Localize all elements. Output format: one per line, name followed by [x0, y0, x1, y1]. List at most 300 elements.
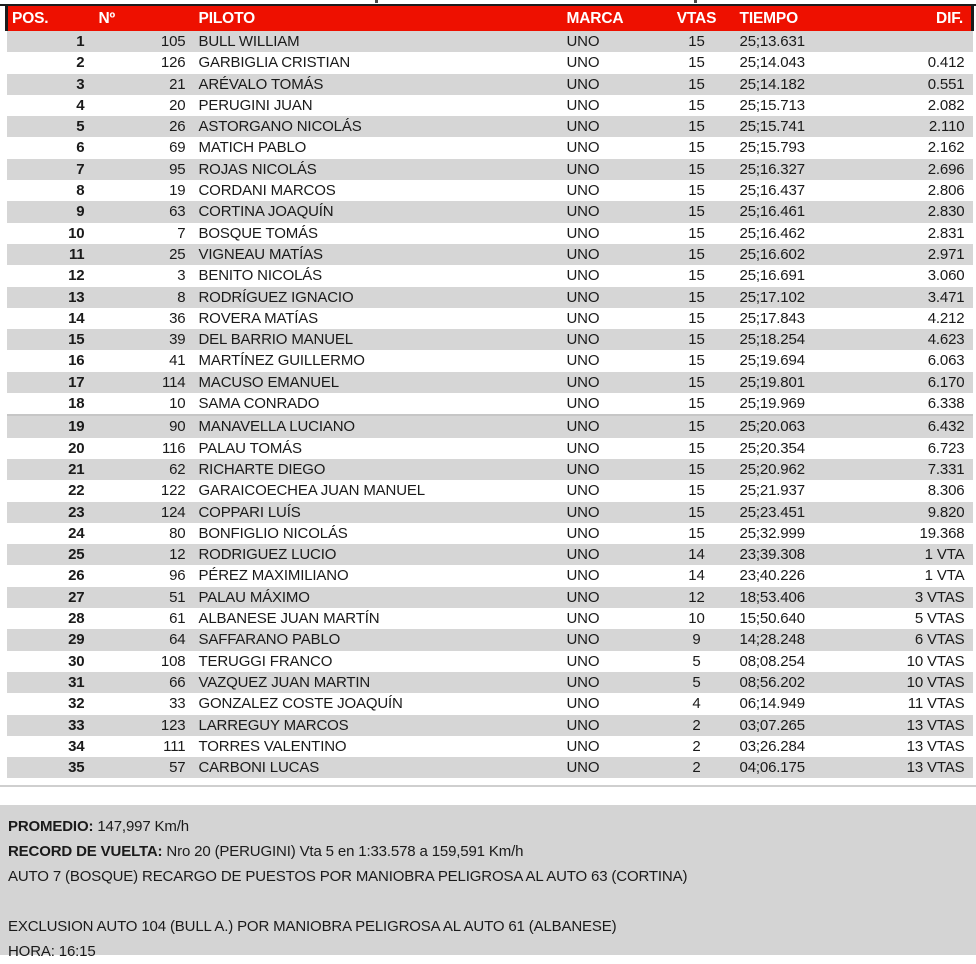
table-row	[7, 693, 973, 714]
blank-line	[8, 889, 966, 914]
table-row	[7, 159, 973, 180]
table-row	[7, 350, 973, 371]
cell-marca: UNO	[562, 116, 662, 137]
table-row	[7, 223, 973, 244]
record-line	[8, 839, 966, 864]
cell-pos: 24	[7, 523, 95, 544]
cell-pilot: MATICH PABLO	[192, 137, 562, 158]
table-row	[7, 244, 973, 265]
cell-dif: 3 VTAS	[860, 587, 973, 608]
cell-tiempo: 04;06.175	[732, 757, 860, 778]
cell-marca: UNO	[562, 672, 662, 693]
table-row	[7, 587, 973, 608]
column-header-tiempo: TIEMPO	[732, 6, 860, 31]
cell-vtas: 10	[662, 608, 732, 629]
cell-marca: UNO	[562, 159, 662, 180]
cell-vtas: 2	[662, 757, 732, 778]
cell-num: 33	[95, 693, 192, 714]
cell-num: 21	[95, 74, 192, 95]
cell-pilot: VIGNEAU MATÍAS	[192, 244, 562, 265]
cell-marca: UNO	[562, 31, 662, 52]
cell-num: 116	[95, 438, 192, 459]
cell-tiempo: 25;13.631	[732, 31, 860, 52]
cell-pilot: CORTINA JOAQUÍN	[192, 201, 562, 222]
cell-tiempo: 23;40.226	[732, 565, 860, 586]
cell-pilot: RODRÍGUEZ IGNACIO	[192, 287, 562, 308]
cell-num: 96	[95, 565, 192, 586]
cell-marca: UNO	[562, 350, 662, 371]
cell-num: 111	[95, 736, 192, 757]
cell-num: 25	[95, 244, 192, 265]
cell-vtas: 15	[662, 393, 732, 415]
cell-tiempo: 25;19.694	[732, 350, 860, 371]
cell-pos: 13	[7, 287, 95, 308]
cell-pos: 12	[7, 265, 95, 286]
cell-num: 36	[95, 308, 192, 329]
cell-vtas: 15	[662, 201, 732, 222]
column-header-pos: POS.	[7, 6, 95, 31]
cell-marca: UNO	[562, 393, 662, 415]
cell-pos: 32	[7, 693, 95, 714]
cell-marca: UNO	[562, 480, 662, 501]
cell-num: 8	[95, 287, 192, 308]
table-row	[7, 757, 973, 778]
cell-pos: 11	[7, 244, 95, 265]
cell-dif: 19.368	[860, 523, 973, 544]
cell-vtas: 15	[662, 265, 732, 286]
cell-pilot: ALBANESE JUAN MARTÍN	[192, 608, 562, 629]
cell-pos: 27	[7, 587, 95, 608]
cell-pos: 14	[7, 308, 95, 329]
cell-tiempo: 14;28.248	[732, 629, 860, 650]
cell-num: 80	[95, 523, 192, 544]
cell-dif: 4.623	[860, 329, 973, 350]
cell-dif: 6.723	[860, 438, 973, 459]
cell-vtas: 15	[662, 223, 732, 244]
cell-vtas: 15	[662, 74, 732, 95]
cell-dif: 3.060	[860, 265, 973, 286]
cell-marca: UNO	[562, 74, 662, 95]
table-row	[7, 201, 973, 222]
cell-num: 124	[95, 502, 192, 523]
cell-num: 7	[95, 223, 192, 244]
cell-tiempo: 03;26.284	[732, 736, 860, 757]
cell-num: 105	[95, 31, 192, 52]
cell-vtas: 15	[662, 137, 732, 158]
cell-pilot: ROJAS NICOLÁS	[192, 159, 562, 180]
cell-dif: 7.331	[860, 459, 973, 480]
cell-vtas: 5	[662, 672, 732, 693]
table-row	[7, 459, 973, 480]
table-row	[7, 715, 973, 736]
cell-num: 108	[95, 651, 192, 672]
cell-pilot: TORRES VALENTINO	[192, 736, 562, 757]
cell-marca: UNO	[562, 544, 662, 565]
cell-pilot: BULL WILLIAM	[192, 31, 562, 52]
cell-pos: 31	[7, 672, 95, 693]
cell-dif: 9.820	[860, 502, 973, 523]
cell-pos: 33	[7, 715, 95, 736]
cell-pos: 35	[7, 757, 95, 778]
cell-pilot: MACUSO EMANUEL	[192, 372, 562, 393]
cell-pos: 28	[7, 608, 95, 629]
cell-dif: 6.432	[860, 415, 973, 437]
cell-dif: 10 VTAS	[860, 672, 973, 693]
cell-pos: 2	[7, 52, 95, 73]
cell-dif: 2.831	[860, 223, 973, 244]
cell-marca: UNO	[562, 372, 662, 393]
cell-dif: 2.806	[860, 180, 973, 201]
cell-tiempo: 25;20.354	[732, 438, 860, 459]
table-row	[7, 31, 973, 52]
cell-marca: UNO	[562, 95, 662, 116]
cell-tiempo: 06;14.949	[732, 693, 860, 714]
table-row	[7, 329, 973, 350]
cell-vtas: 15	[662, 180, 732, 201]
cell-num: 51	[95, 587, 192, 608]
cell-dif: 2.082	[860, 95, 973, 116]
table-row	[7, 565, 973, 586]
cell-vtas: 15	[662, 523, 732, 544]
cell-vtas: 15	[662, 502, 732, 523]
results-table	[5, 6, 974, 778]
cell-tiempo: 25;15.793	[732, 137, 860, 158]
table-row	[7, 480, 973, 501]
cell-pilot: RICHARTE DIEGO	[192, 459, 562, 480]
cell-pilot: PALAU MÁXIMO	[192, 587, 562, 608]
table-bottom-divider	[0, 785, 976, 787]
cell-num: 20	[95, 95, 192, 116]
table-row	[7, 736, 973, 757]
cell-marca: UNO	[562, 180, 662, 201]
table-row	[7, 265, 973, 286]
cell-dif: 8.306	[860, 480, 973, 501]
table-row	[7, 629, 973, 650]
column-header-vtas: VTAS	[662, 6, 732, 31]
record-value: Nro 20 (PERUGINI) Vta 5 en 1:33.578 a 159,591 Km/h	[162, 843, 524, 861]
cell-tiempo: 25;17.843	[732, 308, 860, 329]
results-table-body	[7, 31, 973, 778]
cell-num: 122	[95, 480, 192, 501]
cell-dif: 2.110	[860, 116, 973, 137]
cell-pilot: GONZALEZ COSTE JOAQUÍN	[192, 693, 562, 714]
table-row	[7, 372, 973, 393]
cell-dif: 2.696	[860, 159, 973, 180]
cell-tiempo: 25;19.969	[732, 393, 860, 415]
cell-marca: UNO	[562, 651, 662, 672]
cell-vtas: 15	[662, 459, 732, 480]
table-row	[7, 544, 973, 565]
table-row	[7, 672, 973, 693]
cell-pos: 7	[7, 159, 95, 180]
cell-tiempo: 25;16.602	[732, 244, 860, 265]
cell-pos: 3	[7, 74, 95, 95]
table-row	[7, 116, 973, 137]
hora-note: HORA: 16:15	[8, 943, 96, 961]
cell-vtas: 12	[662, 587, 732, 608]
cell-vtas: 9	[662, 629, 732, 650]
cell-marca: UNO	[562, 629, 662, 650]
column-header-dif: DIF.	[860, 6, 973, 31]
remnant-mark	[375, 0, 378, 3]
cell-marca: UNO	[562, 587, 662, 608]
cell-pilot: ARÉVALO TOMÁS	[192, 74, 562, 95]
promedio-line	[8, 814, 966, 839]
cell-marca: UNO	[562, 693, 662, 714]
cell-num: 3	[95, 265, 192, 286]
table-row	[7, 415, 973, 437]
cell-tiempo: 23;39.308	[732, 544, 860, 565]
cell-pos: 8	[7, 180, 95, 201]
cell-dif: 2.971	[860, 244, 973, 265]
table-row	[7, 137, 973, 158]
cell-pos: 23	[7, 502, 95, 523]
cell-pos: 20	[7, 438, 95, 459]
cell-dif: 13 VTAS	[860, 715, 973, 736]
cell-num: 57	[95, 757, 192, 778]
exclusion-note: EXCLUSION AUTO 104 (BULL A.) POR MANIOBRA PELIGROSA AL AUTO 61 (ALBANESE)	[8, 918, 617, 936]
cell-marca: UNO	[562, 244, 662, 265]
cell-dif: 1 VTA	[860, 544, 973, 565]
cell-tiempo: 15;50.640	[732, 608, 860, 629]
cell-pos: 34	[7, 736, 95, 757]
cell-marca: UNO	[562, 287, 662, 308]
cell-dif: 13 VTAS	[860, 757, 973, 778]
cell-dif: 0.412	[860, 52, 973, 73]
cell-pos: 26	[7, 565, 95, 586]
cell-dif: 11 VTAS	[860, 693, 973, 714]
promedio-label: PROMEDIO:	[8, 818, 94, 836]
cell-pos: 6	[7, 137, 95, 158]
cell-dif: 1 VTA	[860, 565, 973, 586]
cell-marca: UNO	[562, 757, 662, 778]
results-table-wrap	[5, 6, 971, 778]
cell-dif: 2.830	[860, 201, 973, 222]
cell-num: 61	[95, 608, 192, 629]
promedio-value: 147,997 Km/h	[93, 818, 189, 836]
cell-marca: UNO	[562, 308, 662, 329]
cell-marca: UNO	[562, 52, 662, 73]
cell-dif	[860, 31, 973, 52]
cell-tiempo: 25;16.327	[732, 159, 860, 180]
cell-pilot: MANAVELLA LUCIANO	[192, 415, 562, 437]
cell-tiempo: 25;20.962	[732, 459, 860, 480]
table-row	[7, 74, 973, 95]
cell-marca: UNO	[562, 265, 662, 286]
cell-pos: 21	[7, 459, 95, 480]
table-row	[7, 393, 973, 415]
cell-pilot: ROVERA MATÍAS	[192, 308, 562, 329]
cell-vtas: 15	[662, 159, 732, 180]
cell-vtas: 5	[662, 651, 732, 672]
cell-pilot: PERUGINI JUAN	[192, 95, 562, 116]
table-row	[7, 52, 973, 73]
cell-vtas: 14	[662, 565, 732, 586]
cell-tiempo: 18;53.406	[732, 587, 860, 608]
cell-pos: 25	[7, 544, 95, 565]
cell-dif: 5 VTAS	[860, 608, 973, 629]
cell-dif: 13 VTAS	[860, 736, 973, 757]
cell-num: 12	[95, 544, 192, 565]
cell-pilot: BOSQUE TOMÁS	[192, 223, 562, 244]
cell-dif: 6.338	[860, 393, 973, 415]
cell-vtas: 2	[662, 736, 732, 757]
cell-vtas: 15	[662, 52, 732, 73]
cell-vtas: 15	[662, 415, 732, 437]
cell-tiempo: 25;18.254	[732, 329, 860, 350]
cell-dif: 10 VTAS	[860, 651, 973, 672]
cell-num: 39	[95, 329, 192, 350]
table-row	[7, 651, 973, 672]
cell-pos: 30	[7, 651, 95, 672]
cell-vtas: 14	[662, 544, 732, 565]
cell-pos: 29	[7, 629, 95, 650]
cell-tiempo: 03;07.265	[732, 715, 860, 736]
cell-pilot: CORDANI MARCOS	[192, 180, 562, 201]
cell-tiempo: 25;16.437	[732, 180, 860, 201]
cell-pilot: GARBIGLIA CRISTIAN	[192, 52, 562, 73]
table-row	[7, 502, 973, 523]
cell-vtas: 4	[662, 693, 732, 714]
cell-num: 10	[95, 393, 192, 415]
cell-tiempo: 25;15.713	[732, 95, 860, 116]
cell-tiempo: 25;20.063	[732, 415, 860, 437]
cell-num: 123	[95, 715, 192, 736]
cell-tiempo: 25;16.691	[732, 265, 860, 286]
cell-pilot: SAMA CONRADO	[192, 393, 562, 415]
table-row	[7, 308, 973, 329]
cell-marca: UNO	[562, 415, 662, 437]
penalty-note: AUTO 7 (BOSQUE) RECARGO DE PUESTOS POR MANIOBRA PELIGROSA AL AUTO 63 (CORTINA)	[8, 868, 688, 886]
cell-tiempo: 08;08.254	[732, 651, 860, 672]
table-row	[7, 287, 973, 308]
cell-tiempo: 25;17.102	[732, 287, 860, 308]
cell-marca: UNO	[562, 223, 662, 244]
cell-num: 63	[95, 201, 192, 222]
cell-vtas: 15	[662, 350, 732, 371]
cell-tiempo: 25;19.801	[732, 372, 860, 393]
cell-tiempo: 25;14.043	[732, 52, 860, 73]
cell-dif: 3.471	[860, 287, 973, 308]
table-row	[7, 438, 973, 459]
cell-vtas: 15	[662, 480, 732, 501]
cell-marca: UNO	[562, 438, 662, 459]
column-header-marca: MARCA	[562, 6, 662, 31]
column-header-pilot: PILOTO	[192, 6, 562, 31]
cell-marca: UNO	[562, 459, 662, 480]
cell-vtas: 15	[662, 244, 732, 265]
table-row	[7, 180, 973, 201]
cell-num: 95	[95, 159, 192, 180]
cell-pos: 15	[7, 329, 95, 350]
table-row	[7, 95, 973, 116]
cell-pilot: COPPARI LUÍS	[192, 502, 562, 523]
cell-num: 69	[95, 137, 192, 158]
cell-vtas: 15	[662, 31, 732, 52]
cell-pilot: DEL BARRIO MANUEL	[192, 329, 562, 350]
race-notes-box	[0, 805, 976, 961]
record-label: RECORD DE VUELTA:	[8, 843, 163, 861]
cell-num: 126	[95, 52, 192, 73]
cell-dif: 0.551	[860, 74, 973, 95]
cell-marca: UNO	[562, 502, 662, 523]
cell-pilot: RODRIGUEZ LUCIO	[192, 544, 562, 565]
cell-pilot: TERUGGI FRANCO	[192, 651, 562, 672]
cell-pilot: SAFFARANO PABLO	[192, 629, 562, 650]
cell-num: 26	[95, 116, 192, 137]
cell-marca: UNO	[562, 329, 662, 350]
cell-vtas: 15	[662, 116, 732, 137]
cell-vtas: 15	[662, 95, 732, 116]
cell-pos: 16	[7, 350, 95, 371]
cell-tiempo: 25;23.451	[732, 502, 860, 523]
cell-pos: 1	[7, 31, 95, 52]
cell-dif: 6.170	[860, 372, 973, 393]
cell-tiempo: 25;14.182	[732, 74, 860, 95]
table-header-row	[7, 6, 973, 31]
cell-tiempo: 25;21.937	[732, 480, 860, 501]
cell-pos: 18	[7, 393, 95, 415]
cell-dif: 4.212	[860, 308, 973, 329]
cell-dif: 6.063	[860, 350, 973, 371]
cell-marca: UNO	[562, 736, 662, 757]
cell-num: 64	[95, 629, 192, 650]
column-header-num: Nº	[95, 6, 192, 31]
cell-pos: 5	[7, 116, 95, 137]
cell-vtas: 2	[662, 715, 732, 736]
cell-tiempo: 25;32.999	[732, 523, 860, 544]
cell-marca: UNO	[562, 608, 662, 629]
cell-pilot: CARBONI LUCAS	[192, 757, 562, 778]
cell-pos: 4	[7, 95, 95, 116]
cell-num: 62	[95, 459, 192, 480]
cell-num: 90	[95, 415, 192, 437]
remnant-mark	[694, 0, 697, 3]
cell-marca: UNO	[562, 565, 662, 586]
cell-pilot: LARREGUY MARCOS	[192, 715, 562, 736]
cell-marca: UNO	[562, 137, 662, 158]
cell-vtas: 15	[662, 438, 732, 459]
cell-pos: 17	[7, 372, 95, 393]
table-row	[7, 523, 973, 544]
cell-pilot: BONFIGLIO NICOLÁS	[192, 523, 562, 544]
cell-tiempo: 25;16.462	[732, 223, 860, 244]
cell-vtas: 15	[662, 372, 732, 393]
cell-pilot: PÉREZ MAXIMILIANO	[192, 565, 562, 586]
cell-num: 114	[95, 372, 192, 393]
cell-marca: UNO	[562, 715, 662, 736]
cell-num: 66	[95, 672, 192, 693]
table-row	[7, 608, 973, 629]
cell-marca: UNO	[562, 201, 662, 222]
cell-num: 41	[95, 350, 192, 371]
cell-pilot: ASTORGANO NICOLÁS	[192, 116, 562, 137]
cell-pilot: BENITO NICOLÁS	[192, 265, 562, 286]
cell-vtas: 15	[662, 308, 732, 329]
cell-pilot: GARAICOECHEA JUAN MANUEL	[192, 480, 562, 501]
cell-vtas: 15	[662, 287, 732, 308]
cell-dif: 6 VTAS	[860, 629, 973, 650]
cell-pilot: VAZQUEZ JUAN MARTIN	[192, 672, 562, 693]
cell-pos: 9	[7, 201, 95, 222]
cell-pilot: MARTÍNEZ GUILLERMO	[192, 350, 562, 371]
cell-tiempo: 08;56.202	[732, 672, 860, 693]
cell-pos: 22	[7, 480, 95, 501]
cell-pos: 19	[7, 415, 95, 437]
cell-vtas: 15	[662, 329, 732, 350]
cell-pilot: PALAU TOMÁS	[192, 438, 562, 459]
cell-tiempo: 25;16.461	[732, 201, 860, 222]
